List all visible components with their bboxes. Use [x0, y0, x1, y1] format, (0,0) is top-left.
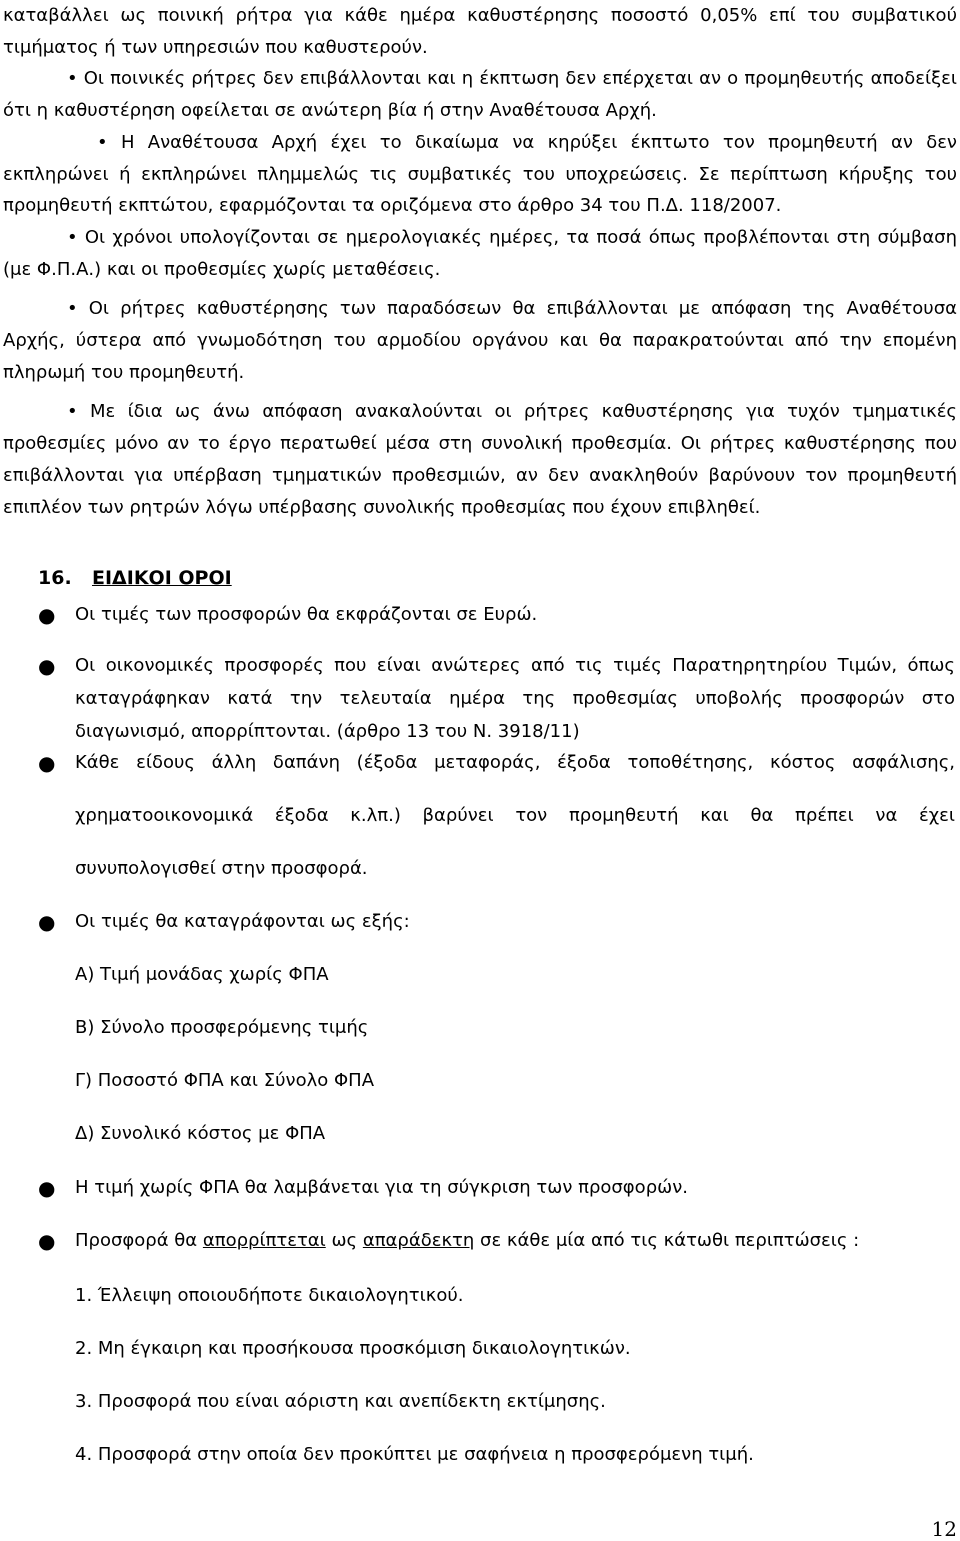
- paragraph-forfeiture: [3, 127, 957, 222]
- bullet-price-comparison: Η τιμή χωρίς ΦΠΑ θα λαμβάνεται για τη σύγκριση των προσφορών.: [75, 1177, 688, 1198]
- paragraph-revocation-b: Οι ρήτρες καθυστέρησης που επιβάλλονται για υπέρβαση τμηματικών προθεσμιών, αν δεν ανακληθούν βαρύνουν τον προμηθευτή επιπλέον των ρητρών λόγω υπέρβασης συνολικής προθεσμίας που έχουν επιβληθεί.: [3, 433, 958, 518]
- paragraph-calendar-days: • Οι χρόνοι υπολογίζονται σε ημερολογιακές ημέρες, τα ποσά όπως προβλέπονται στη σύμβαση (με Φ.Π.Α.) και οι προθεσμίες χωρίς μεταθέσεις.: [3, 226, 957, 280]
- bullet-icon: ●: [38, 910, 56, 934]
- price-format-item-a: Α) Τιμή μονάδας χωρίς ΦΠΑ: [75, 964, 329, 985]
- rejection-underlined-rejected: απορρίπτεται: [202, 1230, 326, 1251]
- bullet-other-costs-line3: συνυπολογισθεί στην προσφορά.: [75, 858, 368, 879]
- bullet-price-observatory-line1: Οι οικονομικές προσφορές που είναι ανώτερες από τις τιμές Παρατηρητηρίου Τιμών, όπως: [75, 655, 955, 676]
- bullet-other-costs-line1: Κάθε είδους άλλη δαπάνη (έξοδα μεταφοράς, έξοδα τοποθέτησης, κόστος ασφάλισης,: [75, 752, 955, 773]
- bullet-icon: ●: [38, 1176, 56, 1200]
- section-title: ΕΙΔΙΚΟΙ ΟΡΟΙ: [92, 567, 232, 589]
- penalty-clauses-block: [3, 0, 957, 523]
- rejection-text-mid: ως: [325, 1230, 363, 1251]
- paragraph-penalty-rate-line2: τιμήματος ή των υπηρεσιών που καθυστερούν.: [3, 36, 428, 58]
- price-format-item-c: Γ) Ποσοστό ΦΠΑ και Σύνολο ΦΠΑ: [75, 1070, 375, 1091]
- bullet-prices-in-euro: Οι τιμές των προσφορών θα εκφράζονται σε Ευρώ.: [75, 604, 538, 625]
- rejection-underlined-inadmissible: απαράδεκτη: [362, 1230, 475, 1251]
- paragraph-penalty-rate: [3, 0, 957, 63]
- bullet-price-observatory-line3: διαγωνισμό, απορρίπτονται. (άρθρο 13 του Ν. 3918/11): [75, 721, 580, 742]
- bullet-rejection: [75, 1230, 955, 1251]
- paragraph-revocation-a: • Με ίδια ως άνω απόφαση ανακαλούνται οι ρήτρες καθυστέρησης για τυχόν τμηματικές προθεσμίες μόνο αν το έργο περατωθεί μέσα στη συνολική προθεσμία.: [3, 401, 957, 455]
- bullet-other-costs-line2: χρηματοοικονομικά έξοδα κ.λπ.) βαρύνει τον προμηθευτή και θα πρέπει να έχει: [75, 805, 955, 826]
- section-heading: [38, 567, 232, 589]
- bullet-icon: ●: [38, 1229, 56, 1253]
- bullet-icon: ●: [38, 654, 56, 678]
- rejection-text-pre: Προσφορά θα: [75, 1230, 203, 1251]
- paragraph-penalty-rate-line1: καταβάλλει ως ποινική ρήτρα για κάθε ημέρα καθυστέρησης ποσοστό 0,05% επί του συμβατικού: [3, 5, 957, 26]
- bullet-price-observatory-line2: καταγράφηκαν κατά την τελευταία ημέρα της προθεσμίας υποβολής προσφορών στο: [75, 688, 955, 709]
- section-number: 16.: [38, 567, 72, 589]
- paragraph-force-majeure: • Οι ποινικές ρήτρες δεν επιβάλλονται και η έκπτωση δεν επέρχεται αν ο προμηθευτής αποδείξει ότι η καθυστέρηση οφείλεται σε ανώτερη βία ή στην Αναθέτουσα Αρχή.: [3, 68, 957, 122]
- bullet-icon: ●: [38, 751, 56, 775]
- paragraph-delay-penalties: • Οι ρήτρες καθυστέρησης των παραδόσεων θα επιβάλλονται με απόφαση της Αναθέτουσα Αρχής, ύστερα από γνωμοδότηση του αρμοδίου οργάνου και θα παρακρατούνται από την επομένη πληρωμή του προμηθευτή.: [3, 298, 957, 383]
- price-format-item-d: Δ) Συνολικό κόστος με ΦΠΑ: [75, 1123, 326, 1144]
- paragraph-forfeiture-b: Σε περίπτωση κήρυξης του προμηθευτή εκπτώτου, εφαρμόζονται τα οριζόμενα στο άρθρο 34 του Π.Δ. 118/2007.: [3, 163, 958, 217]
- bullet-icon: ●: [38, 603, 56, 627]
- paragraph-forfeiture-a: • Η Αναθέτουσα Αρχή έχει το δικαίωμα να κηρύξει έκπτωτο τον προμηθευτή αν δεν εκπληρώνει ή εκπληρώνει πλημμελώς τις συμβατικές του υποχρεώσεις.: [3, 131, 957, 185]
- rejection-case-3: 3. Προσφορά που είναι αόριστη και ανεπίδεκτη εκτίμησης.: [75, 1391, 606, 1412]
- page-number: 12: [931, 1517, 957, 1541]
- rejection-case-1: 1. Έλλειψη οποιουδήποτε δικαιολογητικού.: [75, 1285, 464, 1306]
- rejection-case-4: 4. Προσφορά στην οποία δεν προκύπτει με σαφήνεια η προσφερόμενη τιμή.: [75, 1444, 754, 1465]
- price-format-item-b: Β) Σύνολο προσφερόμενης τιμής: [75, 1017, 369, 1038]
- bullet-price-format: Οι τιμές θα καταγράφονται ως εξής:: [75, 911, 410, 932]
- rejection-case-2: 2. Μη έγκαιρη και προσήκουσα προσκόμιση δικαιολογητικών.: [75, 1338, 631, 1359]
- paragraph-revocation: [3, 396, 957, 523]
- rejection-text-post: σε κάθε μία από τις κάτωθι περιπτώσεις :: [474, 1230, 860, 1251]
